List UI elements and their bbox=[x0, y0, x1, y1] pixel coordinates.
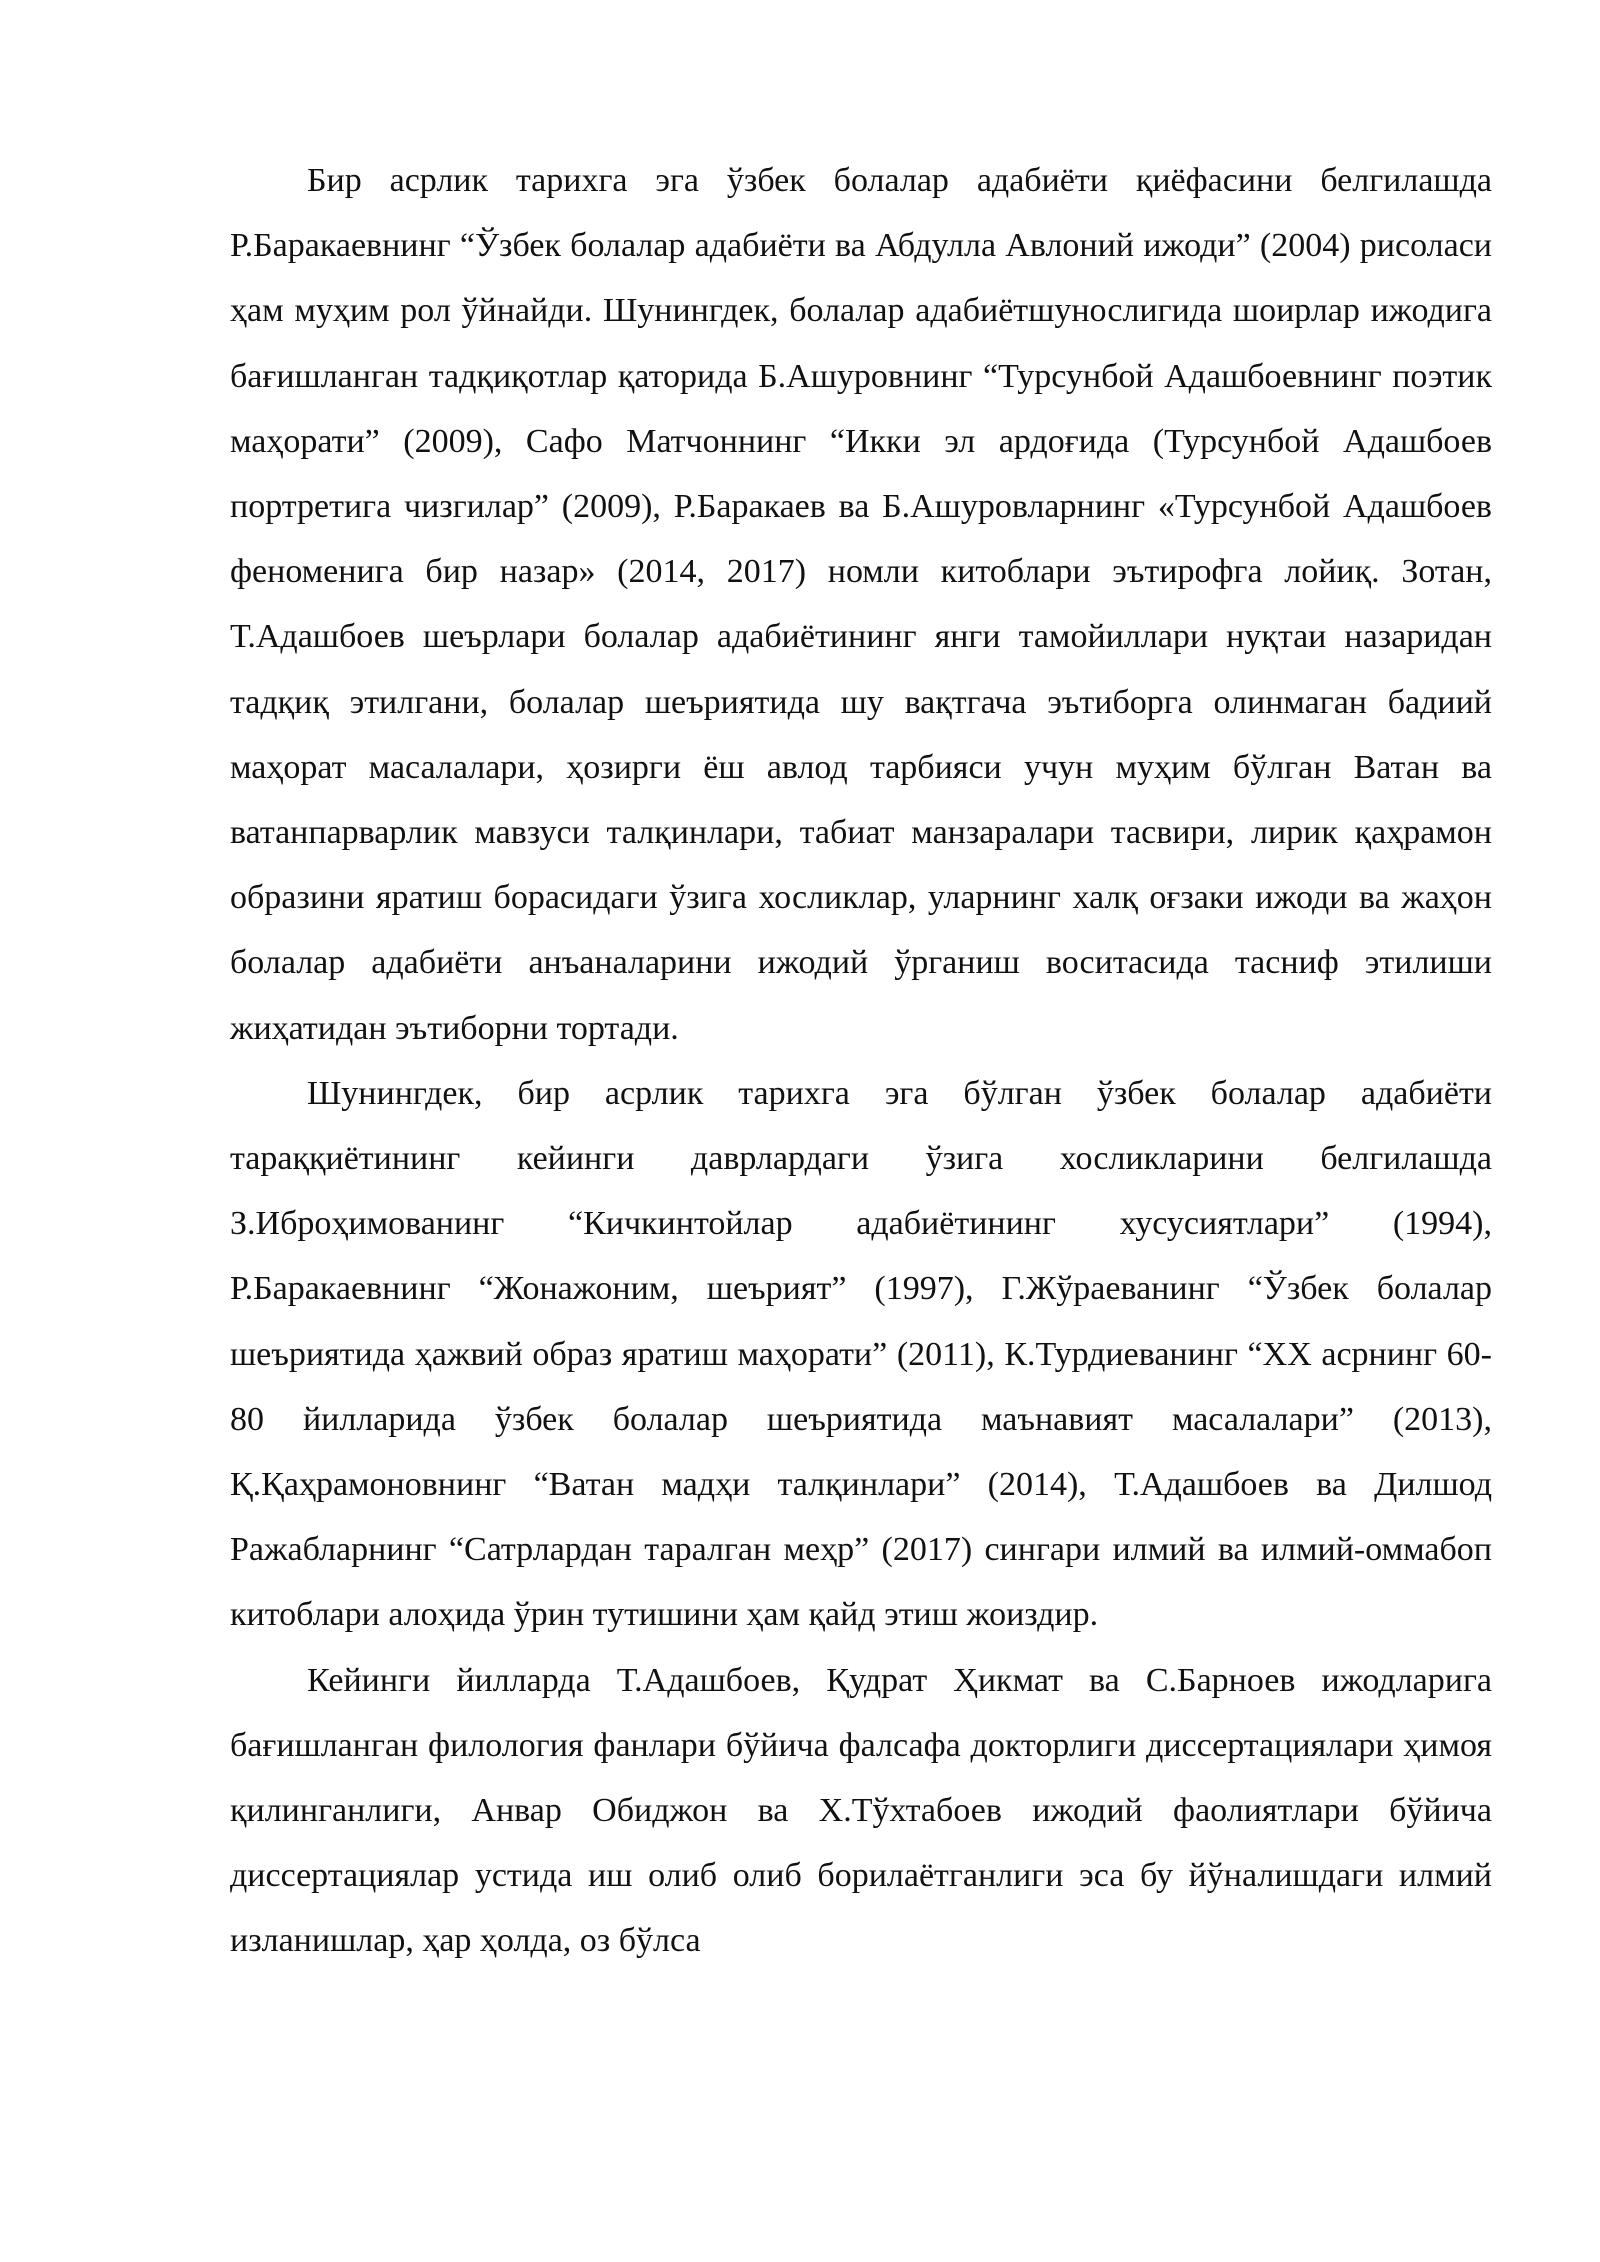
paragraph-1: Бир асрлик тарихга эга ўзбек болалар адабиёти қиёфасини белгилашда Р.Баракаевнинг “Ўзбек болалар адабиёти ва Абдулла Авлоний ижоди” (2004) рисоласи ҳам муҳим рол ўйнайди. Шунингдек, болалар адабиётшунослигида шоирлар ижодига бағишланган тадқиқотлар қаторида Б.Ашуровнинг “Турсунбой Адашбоевнинг поэтик маҳорати” (2009), Сафо Матчоннинг “Икки эл ардоғида (Турсунбой Адашбоев портретига чизгилар” (2009), Р.Баракаев ва Б.Ашуровларнинг «Турсунбой Адашбоев феноменига бир назар» (2014, 2017) номли китоблари эътирофга лойиқ. Зотан, Т.Адашбоев шеърлари болалар адабиётининг янги тамойиллари нуқтаи назаридан тадқиқ этилгани, болалар шеъриятида шу вақтгача эътиборга олинмаган бадиий маҳорат масалалари, ҳозирги ёш авлод тарбияси учун муҳим бўлган Ватан ва ватанпарварлик мавзуси талқинлари, табиат манзаралари тасвири, лирик қаҳрамон образини яратиш борасидаги ўзига хосликлар, уларнинг халқ оғзаки ижоди ва жаҳон болалар адабиёти анъаналарини ижодий ўрганиш воситасида тасниф этилиши жиҳатидан эътиборни тортади. bbox=[230, 162, 1492, 1047]
paragraph-2: Шунингдек, бир асрлик тарихга эга бўлган ўзбек болалар адабиёти тараққиётининг кейинги даврлардаги ўзига хосликларини белгилашда З.Иброҳимованинг “Кичкинтойлар адабиётининг хусусиятлари” (1994), Р.Баракаевнинг “Жонажоним, шеърият” (1997), Г.Жўраеванинг “Ўзбек болалар шеъриятида ҳажвий образ яратиш маҳорати” (2011), К.Турдиеванинг “XX асрнинг 60-80 йилларида ўзбек болалар шеъриятида маънавият масалалари” (2013), Қ.Қаҳрамоновнинг “Ватан мадҳи талқинлари” (2014), Т.Адашбоев ва Дилшод Ражабларнинг “Сатрлардан таралган меҳр” (2017) сингари илмий ва илмий-оммабоп китоблари алоҳида ўрин тутишини ҳам қайд этиш жоиздир. bbox=[230, 1074, 1492, 1634]
paragraph-3: Кейинги йилларда Т.Адашбоев, Қудрат Ҳикмат ва С.Барноев ижодларига бағишланган филология фанлари бўйича фалсафа докторлиги диссертациялари ҳимоя қилинганлиги, Анвар Обиджон ва Х.Тўхтабоев ижодий фаолиятлари бўйича диссертациялар устида иш олиб олиб борилаётганлиги эса бу йўналишдаги илмий изланишлар, ҳар ҳолда, оз бўлса bbox=[230, 1661, 1492, 1960]
document-body bbox=[230, 148, 1492, 1974]
